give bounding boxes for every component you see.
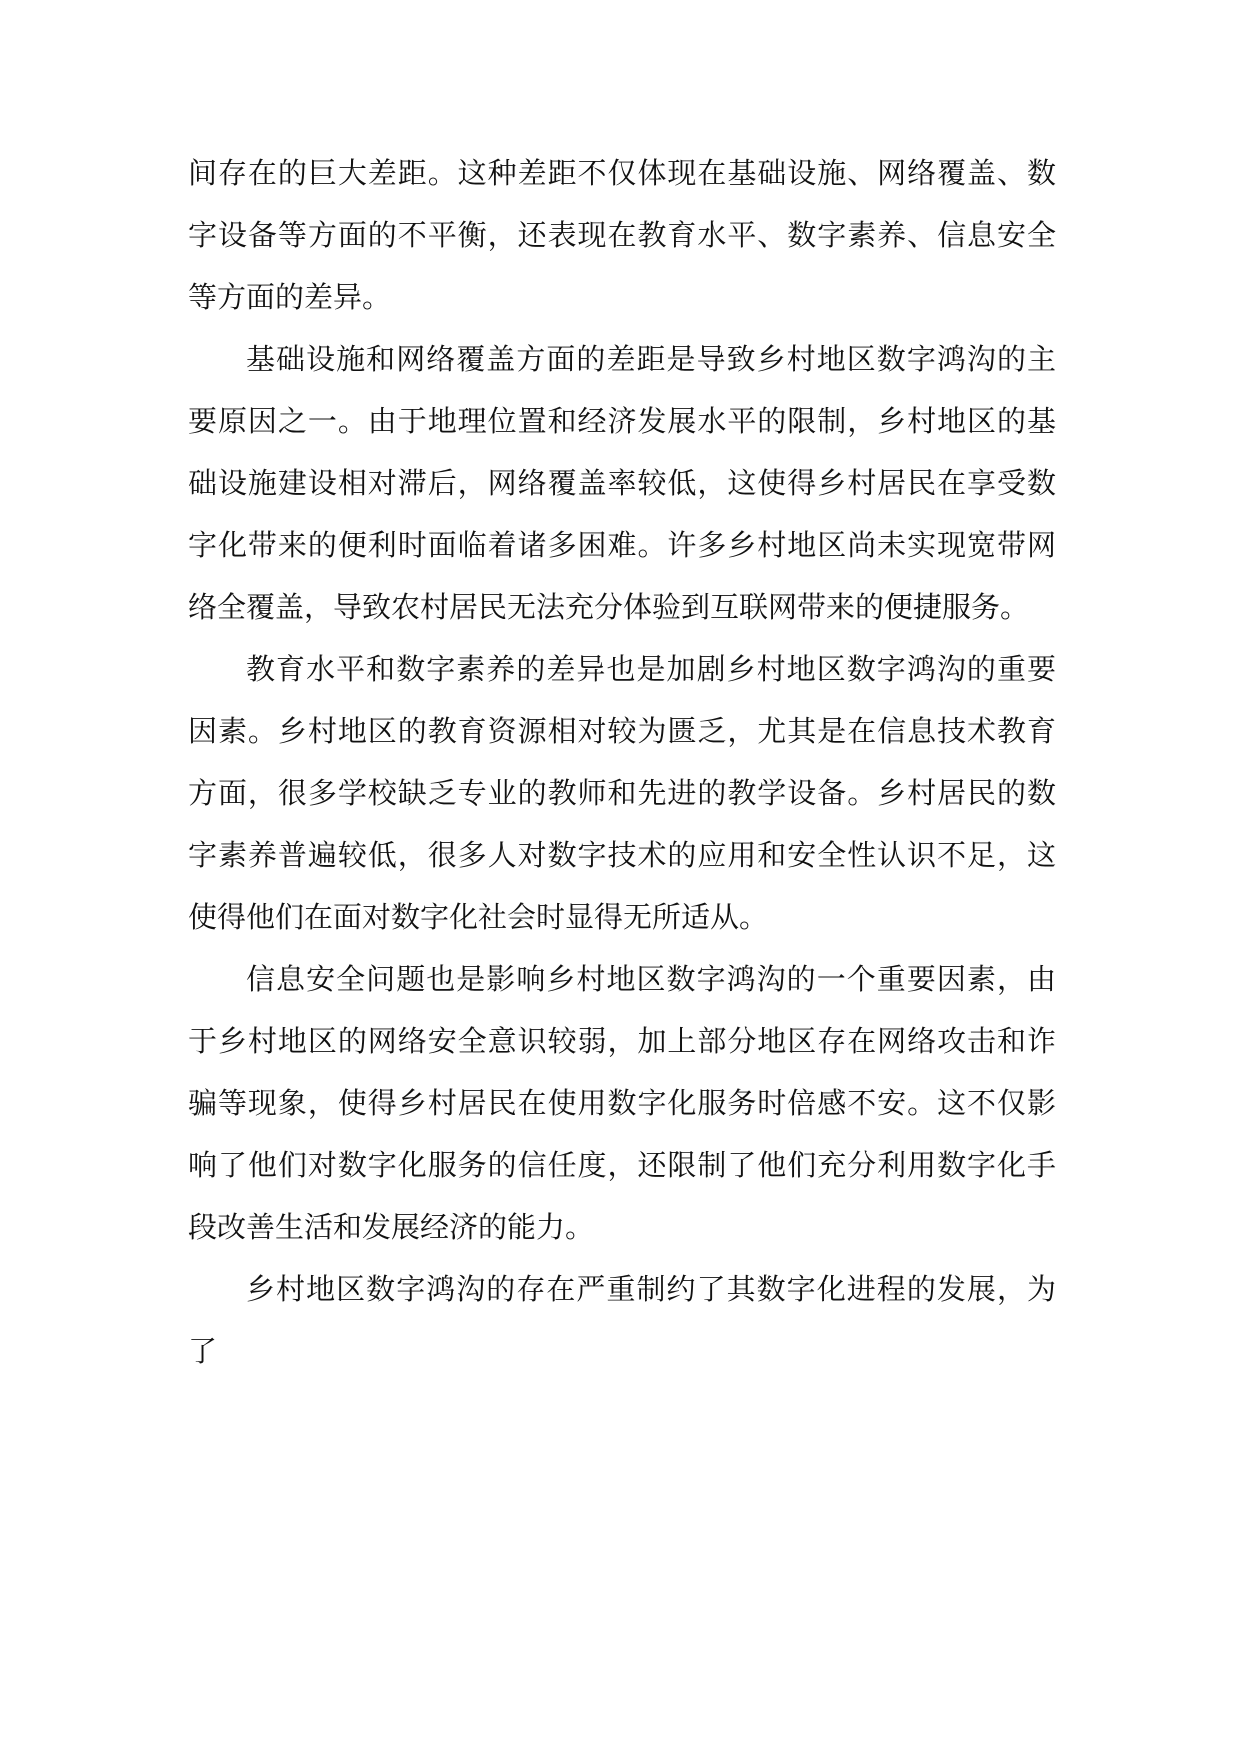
paragraph-5: 乡村地区数字鸿沟的存在严重制约了其数字化进程的发展，为了 (188, 1272, 1056, 1368)
paragraph-4: 信息安全问题也是影响乡村地区数字鸿沟的一个重要因素，由于乡村地区的网络安全意识较弱，加上部分地区存在网络攻击和诈骗等现象，使得乡村居民在使用数字化服务时倍感不安。这不仅影响了他们对数字化服务的信任度，还限制了他们充分利用数字化手段改善生活和发展经济的能力。 (188, 962, 1056, 1244)
paragraph-3: 教育水平和数字素养的差异也是加剧乡村地区数字鸿沟的重要因素。乡村地区的教育资源相对较为匮乏，尤其是在信息技术教育方面，很多学校缺乏专业的教师和先进的教学设备。乡村居民的数字素养普遍较低，很多人对数字技术的应用和安全性认识不足，这使得他们在面对数字化社会时显得无所适从。 (188, 652, 1056, 934)
paragraph-2: 基础设施和网络覆盖方面的差距是导致乡村地区数字鸿沟的主要原因之一。由于地理位置和经济发展水平的限制，乡村地区的基础设施建设相对滞后，网络覆盖率较低，这使得乡村居民在享受数字化带来的便利时面临着诸多困难。许多乡村地区尚未实现宽带网络全覆盖，导致农村居民无法充分体验到互联网带来的便捷服务。 (188, 342, 1056, 624)
paragraph-1: 间存在的巨大差距。这种差距不仅体现在基础设施、网络覆盖、数字设备等方面的不平衡，还表现在教育水平、数字素养、信息安全等方面的差异。 (188, 156, 1056, 314)
body-text (188, 142, 1056, 1382)
